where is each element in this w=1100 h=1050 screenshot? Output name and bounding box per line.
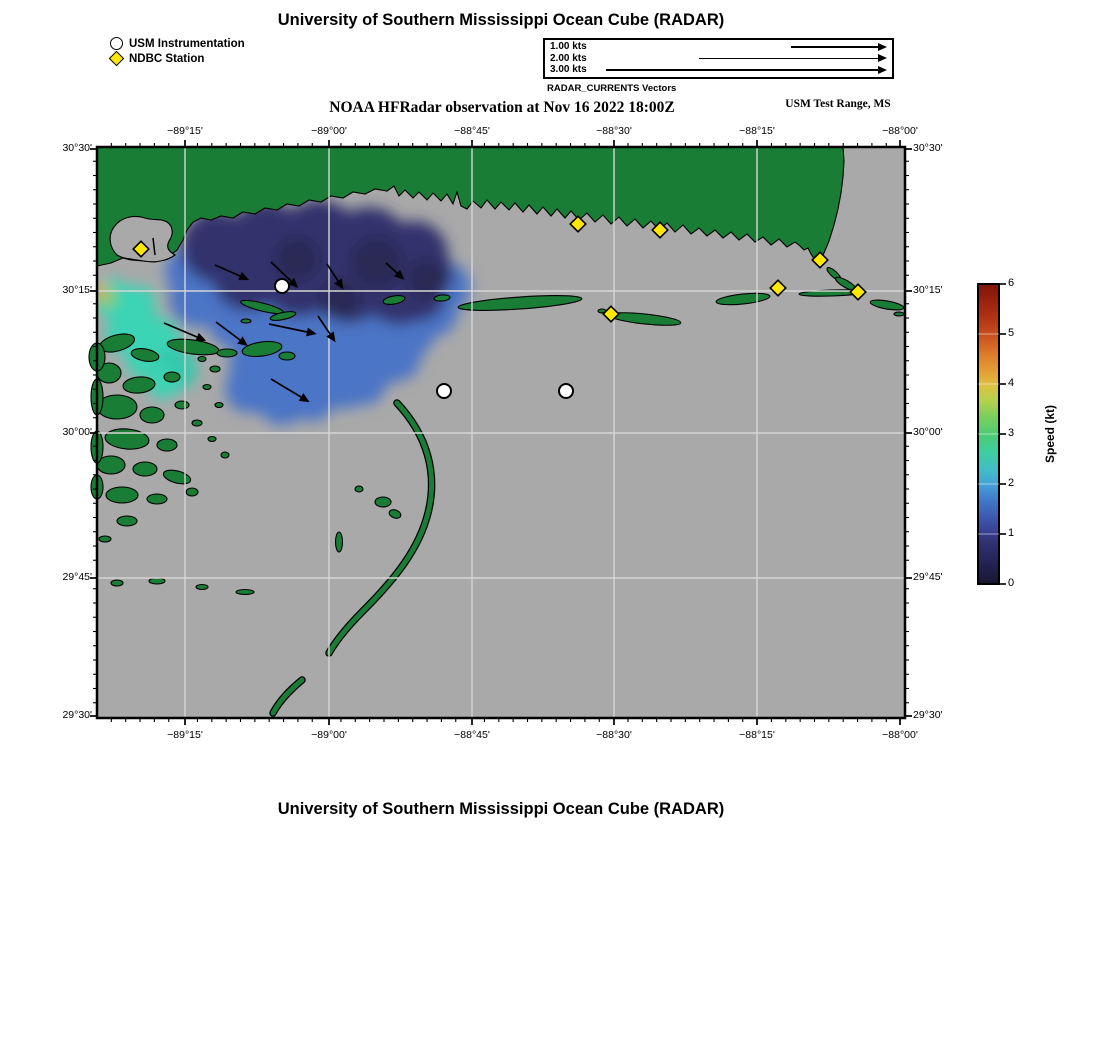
island-shape xyxy=(192,420,202,426)
y-axis-tick-label: 30°30' xyxy=(62,142,92,154)
colorbar-tick-label: 0 xyxy=(1008,577,1015,589)
legend-label-usm: USM Instrumentation xyxy=(129,37,245,50)
speed-patch xyxy=(407,259,447,299)
speed-patch xyxy=(373,333,421,381)
x-axis-tick-label: −88°15' xyxy=(739,125,775,137)
map-legend xyxy=(110,36,245,66)
x-axis-tick-label: −88°45' xyxy=(454,125,490,137)
colorbar-tick-label: 1 xyxy=(1008,527,1015,539)
vector-scale-arrow-shaft xyxy=(791,46,878,48)
island-shape xyxy=(198,357,206,362)
colorbar-tick-label: 2 xyxy=(1008,477,1015,489)
x-axis-tick-label: −88°00' xyxy=(882,125,918,137)
vector-scale-entry xyxy=(550,53,887,65)
island-shape xyxy=(236,590,254,595)
page-title: University of Southern Mississippi Ocean Cube (RADAR) xyxy=(277,11,725,29)
island-shape xyxy=(175,401,189,409)
island-shape xyxy=(355,486,363,492)
usm-instrumentation-marker xyxy=(559,384,573,398)
vector-scale-arrow-shaft xyxy=(699,58,878,60)
y-axis-tick-label: 29°30' xyxy=(62,709,92,721)
island-shape xyxy=(149,578,165,584)
usm-instrumentation-marker xyxy=(275,279,289,293)
legend-item-usm-instrumentation xyxy=(110,36,245,51)
legend-label-ndbc: NDBC Station xyxy=(129,52,205,65)
vector-scale-arrow-shaft xyxy=(606,69,878,71)
vector-scale-arrowhead-icon xyxy=(878,43,887,51)
island-shape xyxy=(215,403,223,408)
colorbar-tick-label: 4 xyxy=(1008,377,1015,389)
footer-title: University of Southern Mississippi Ocean Cube (RADAR) xyxy=(277,800,725,818)
x-axis-tick-label: −88°30' xyxy=(596,729,632,741)
vector-scale-label: 3.00 kts xyxy=(550,64,587,76)
island-shape xyxy=(221,452,229,458)
island-shape xyxy=(217,349,237,357)
vector-scale-arrowhead-icon xyxy=(878,66,887,74)
island-shape xyxy=(133,462,157,476)
speed-patch xyxy=(275,237,319,281)
island-shape xyxy=(147,494,167,504)
island-shape xyxy=(164,372,180,382)
island-shape xyxy=(336,532,343,552)
island-shape xyxy=(106,487,138,503)
island-shape xyxy=(241,319,251,323)
island-shape xyxy=(208,437,216,442)
observation-subtitle: NOAA HFRadar observation at Nov 16 2022 18:00Z xyxy=(329,99,675,116)
x-axis-tick-label: −88°15' xyxy=(739,729,775,741)
island-shape xyxy=(117,516,137,526)
x-axis-tick-label: −89°00' xyxy=(311,729,347,741)
vector-scale-caption: RADAR_CURRENTS Vectors xyxy=(547,83,677,94)
island-shape xyxy=(140,407,164,423)
vector-scale-label: 2.00 kts xyxy=(550,52,587,64)
x-axis-tick-label: −89°00' xyxy=(311,125,347,137)
island-shape xyxy=(196,585,208,590)
y-axis-tick-label: 30°15' xyxy=(62,284,92,296)
legend-item-ndbc-station xyxy=(110,51,245,66)
x-axis-tick-label: −89°15' xyxy=(167,125,203,137)
colorbar-tick-label: 3 xyxy=(1008,427,1015,439)
colorbar-axis-label: Speed (kt) xyxy=(1043,404,1057,464)
vector-scale-entry xyxy=(550,41,887,53)
island-shape xyxy=(279,352,295,360)
x-axis-tick-label: −88°30' xyxy=(596,125,632,137)
x-axis-tick-label: −88°00' xyxy=(882,729,918,741)
y-axis-tick-label: 30°15' xyxy=(913,284,943,296)
vector-scale-arrowhead-icon xyxy=(878,54,887,62)
y-axis-tick-label: 29°45' xyxy=(913,571,943,583)
y-axis-tick-label: 29°30' xyxy=(913,709,943,721)
y-axis-tick-label: 30°30' xyxy=(913,142,943,154)
speed-patch xyxy=(351,237,403,289)
region-label: USM Test Range, MS xyxy=(785,98,891,110)
island-shape xyxy=(99,536,111,542)
vector-scale-entry xyxy=(550,64,887,76)
colorbar xyxy=(976,282,1015,586)
island-shape xyxy=(157,439,177,451)
map-canvas xyxy=(97,147,905,718)
x-axis-tick-label: −88°45' xyxy=(454,729,490,741)
island-shape xyxy=(894,312,904,316)
x-axis-tick-label: −89°15' xyxy=(167,729,203,741)
vector-scale-box xyxy=(543,38,894,79)
island-shape xyxy=(111,580,123,586)
colorbar-tick-label: 5 xyxy=(1008,327,1015,339)
y-axis-tick-label: 30°00' xyxy=(913,426,943,438)
vector-scale-label: 1.00 kts xyxy=(550,41,587,53)
usm-instrumentation-circle-icon xyxy=(110,37,123,50)
island-shape xyxy=(210,366,220,372)
island-shape xyxy=(203,385,211,390)
usm-instrumentation-marker xyxy=(437,384,451,398)
island-shape xyxy=(375,497,391,507)
y-axis-tick-label: 30°00' xyxy=(62,426,92,438)
colorbar-tick-label: 6 xyxy=(1008,277,1015,289)
y-axis-tick-label: 29°45' xyxy=(62,571,92,583)
ndbc-station-diamond-icon xyxy=(109,51,125,67)
island-shape xyxy=(186,488,198,496)
